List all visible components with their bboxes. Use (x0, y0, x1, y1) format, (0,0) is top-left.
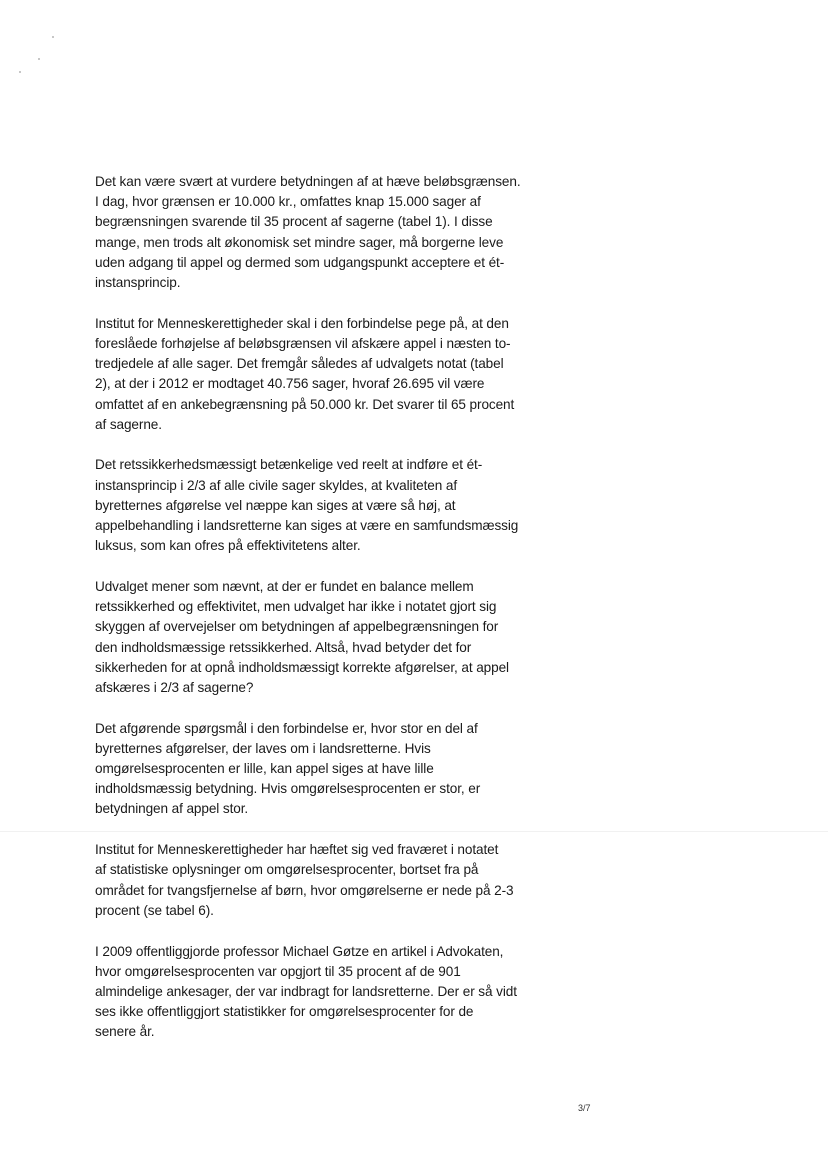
paragraph (95, 719, 575, 820)
scan-speck (38, 58, 40, 60)
page-number: 3/7 (578, 1103, 591, 1113)
text-line: Udvalget mener som nævnt, at der er fundet en balance mellem (95, 578, 474, 594)
text-line: omgørelsesprocenten er lille, kan appel siges at have lille (95, 761, 434, 777)
scan-speck (52, 36, 54, 38)
text-line: Institut for Menneskerettigheder skal i den forbindelse pege på, at den (95, 315, 509, 331)
text-line: den indholdsmæssige retssikkerhed. Altså, hvad betyder det for (95, 639, 472, 655)
text-line: betydningen af appel stor. (95, 801, 249, 817)
text-line: Institut for Menneskerettigheder har hæftet sig ved fraværet i notatet (95, 842, 499, 858)
text-line: hvor omgørelsesprocenten var opgjort til 35 procent af de 901 (95, 963, 461, 979)
text-line: området for tvangsfjernelse af børn, hvor omgørelserne er nede på 2-3 (95, 882, 514, 898)
text-line: uden adgang til appel og dermed som udgangspunkt acceptere et ét- (95, 254, 505, 270)
text-line: sikkerheden for at opnå indholdsmæssigt korrekte afgørelser, at appel (95, 659, 509, 675)
text-line: tredjedele af alle sager. Det fremgår således af udvalgets notat (tabel (95, 356, 504, 372)
text-line: Det afgørende spørgsmål i den forbindelse er, hvor stor en del af (95, 720, 478, 736)
text-line: 2), at der i 2012 er modtaget 40.756 sager, hvoraf 26.695 vil være (95, 376, 485, 392)
text-line: Det kan være svært at vurdere betydningen af at hæve beløbsgrænsen. (95, 174, 521, 189)
paragraph (95, 455, 575, 556)
text-line: foreslåede forhøjelse af beløbsgrænsen vil afskære appel i næsten to- (95, 335, 511, 351)
text-line: instansprincip. (95, 275, 181, 291)
text-line: Det retssikkerhedsmæssigt betænkelige ved reelt at indføre et ét- (95, 457, 483, 473)
paragraph (95, 314, 575, 435)
text-line: af statistiske oplysninger om omgørelsesprocenter, bortset fra på (95, 862, 479, 878)
text-line: luksus, som kan ofres på effektivitetens alter. (95, 538, 361, 554)
text-line: instansprincip i 2/3 af alle civile sager skyldes, at kvaliteten af (95, 477, 458, 493)
text-line: afskæres i 2/3 af sagerne? (95, 679, 254, 695)
text-line: af sagerne. (95, 416, 162, 432)
text-line: almindelige ankesager, der var indbragt for landsretterne. Der er så vidt (95, 983, 517, 999)
text-line: byretternes afgørelser, der laves om i landsretterne. Hvis (95, 740, 431, 756)
text-line: mange, men trods alt økonomisk set mindre sager, må borgerne leve (95, 234, 504, 250)
text-line: procent (se tabel 6). (95, 902, 214, 918)
text-line: skyggen af overvejelser om betydningen af appelbegrænsningen for (95, 619, 499, 635)
text-line: I 2009 offentliggjorde professor Michael Gøtze en artikel i Advokaten, (95, 943, 504, 959)
text-line: retssikkerhed og effektivitet, men udvalget har ikke i notatet gjort sig (95, 599, 497, 615)
text-line: begrænsningen svarende til 35 procent af sagerne (tabel 1). I disse (95, 214, 493, 230)
text-line: omfattet af en ankebegrænsning på 50.000 kr. Det svarer til 65 procent (95, 396, 515, 412)
paragraph (95, 840, 575, 921)
text-line: ses ikke offentliggjort statistikker for omgørelsesprocenter for de (95, 1004, 474, 1020)
text-line: indholdsmæssig betydning. Hvis omgørelsesprocenten er stor, er (95, 781, 481, 797)
document-body (95, 172, 575, 1063)
paragraph (95, 172, 575, 293)
paragraph (95, 577, 575, 698)
scan-speck (19, 71, 21, 73)
text-line: senere år. (95, 1024, 155, 1040)
text-line: I dag, hvor grænsen er 10.000 kr., omfattes knap 15.000 sager af (95, 194, 481, 210)
text-line: byretternes afgørelse vel næppe kan siges at være så høj, at (95, 497, 456, 513)
text-line: appelbehandling i landsretterne kan siges at være en samfundsmæssig (95, 518, 519, 534)
paragraph (95, 942, 575, 1043)
